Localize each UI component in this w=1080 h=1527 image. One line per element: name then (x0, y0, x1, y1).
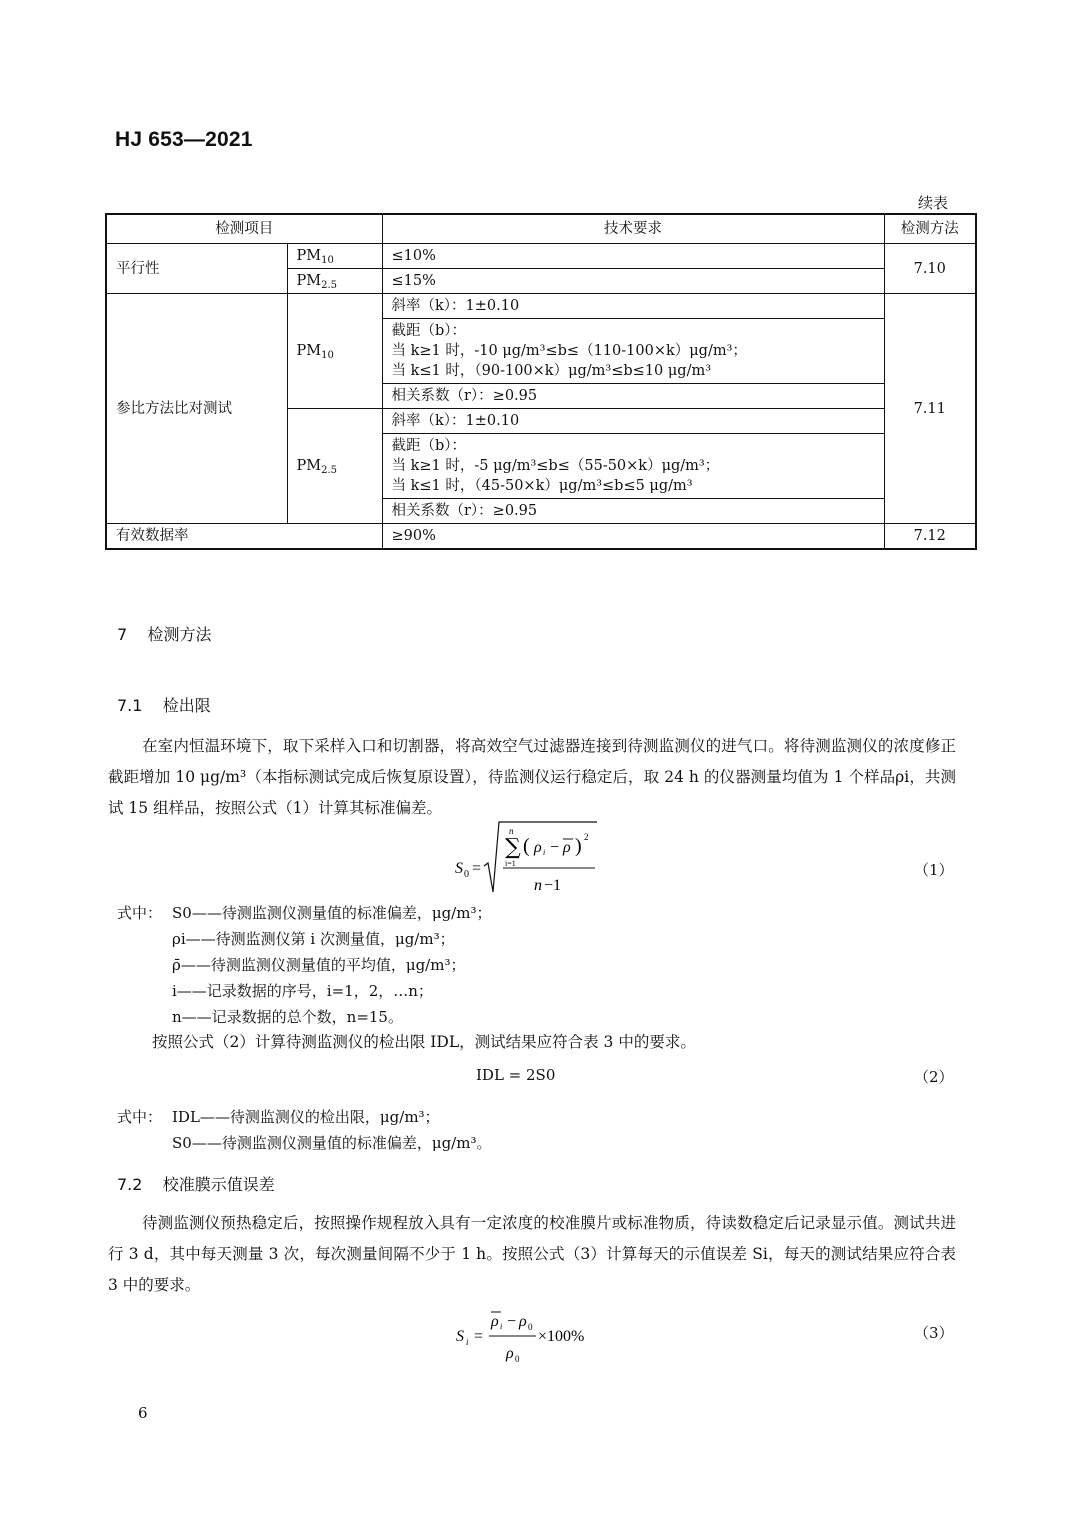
svg-text:0: 0 (528, 1322, 533, 1332)
method-valid-rate: 7.12 (884, 524, 976, 550)
equation-1 (455, 820, 615, 900)
definition-line: S0——待测监测仪测量值的标准偏差，μg/m³。 (172, 1134, 492, 1152)
equation-3-number: （3） (914, 1324, 954, 1342)
parallelism-pm25-req: ≤15% (382, 269, 884, 294)
definition-line: IDL——待测监测仪的检出限，μg/m³； (172, 1108, 440, 1126)
svg-text:i: i (543, 848, 546, 857)
parallelism-pm10-req: ≤10% (382, 244, 884, 269)
definition-line: ρi——待测监测仪第 i 次测量值，μg/m³； (172, 930, 455, 948)
svg-text:−1: −1 (544, 877, 562, 894)
svg-text:): ) (575, 835, 582, 857)
intercept-line: 当 k≥1 时，-5 μg/m³≤b≤（55-50×k）μg/m³； (391, 458, 720, 474)
svg-text:ρ: ρ (506, 1345, 514, 1362)
continued-label: 续表 (918, 194, 949, 212)
svg-text:S: S (456, 1328, 464, 1345)
header-method: 检测方法 (884, 214, 976, 244)
pm25-slope: 斜率（k）：1±0.10 (382, 409, 884, 434)
paragraph-7-2: 待测监测仪预热稳定后，按照操作规程放入具有一定浓度的校准膜片或标准物质，待读数稳定后记录显示值。测试共进行 3 d，其中每天测量 3 次，每次测量间隔不少于 1 h。按照公式（3）计算每天的示值误差 Si，每天的测试结果应符合表 3 中的要求。 (108, 1214, 956, 1294)
paragraph-7-1: 在室内恒温环境下，取下采样入口和切割器，将高效空气过滤器连接到待测监测仪的进气口。将待测监测仪的浓度修正截距增加 10 μg/m³（本指标测试完成后恢复原设置），待监测仪运行稳定后，取 24 h 的仪器测量均值为 1 个样品ρi，共测试 15 组样品，按照公式（1）计算其标准偏差。 (108, 737, 956, 817)
section-number: 7.2 (117, 1175, 143, 1194)
header-requirement: 技术要求 (382, 214, 884, 244)
svg-text:ρ: ρ (563, 839, 571, 856)
section-title: 检出限 (162, 696, 211, 715)
definition-line: S0——待测监测仪测量值的标准偏差，μg/m³； (172, 904, 492, 922)
section-title: 校准膜示值误差 (162, 1175, 275, 1194)
svg-text:×100%: ×100% (538, 1328, 585, 1345)
pm10-slope: 斜率（k）：1±0.10 (382, 294, 884, 319)
svg-text:S: S (455, 860, 463, 877)
section-7-1-heading (117, 693, 211, 716)
section-number: 7 (117, 625, 128, 644)
svg-text:2: 2 (584, 832, 589, 842)
equation-3 (456, 1306, 616, 1372)
intercept-title: 截距（b）： (391, 438, 467, 454)
item-reference: 参比方法比对测试 (106, 294, 287, 524)
equation-2: IDL = 2S0 (476, 1066, 556, 1084)
svg-text:ρ: ρ (519, 1313, 527, 1330)
svg-text:=: = (472, 860, 482, 877)
svg-text:∑: ∑ (505, 835, 521, 860)
paragraph-7-1-b: 按照公式（2）计算待测监测仪的检出限 IDL，测试结果应符合表 3 中的要求。 (152, 1033, 696, 1051)
intercept-title: 截距（b）： (391, 323, 467, 339)
table-row (106, 244, 976, 269)
definition-line: ρ̄——待测监测仪测量值的平均值，μg/m³； (172, 956, 466, 974)
svg-text:=: = (474, 1328, 484, 1345)
svg-text:0: 0 (515, 1354, 520, 1364)
pm10-intercept (382, 319, 884, 384)
pm25-intercept (382, 434, 884, 499)
table-row (106, 294, 976, 319)
svg-text:i: i (466, 1337, 469, 1347)
pm25-label: $PM_{2.5}$ (287, 409, 382, 524)
page-number: 6 (138, 1404, 148, 1422)
intercept-line: 当 k≥1 时，-10 μg/m³≤b≤（110-100×k）μg/m³； (391, 343, 747, 359)
section-7-heading (117, 622, 212, 645)
svg-text:ρ: ρ (491, 1313, 499, 1330)
intercept-line: 当 k≤1 时，（45-50×k）μg/m³≤b≤5 μg/m³ (391, 478, 693, 494)
document-header: HJ 653—2021 (115, 128, 253, 151)
section-number: 7.1 (117, 696, 143, 715)
header-item: 检测项目 (106, 214, 382, 244)
pm10-label: $PM_{10}$ (287, 244, 382, 269)
requirements-table (105, 213, 977, 550)
method-reference: 7.11 (884, 294, 976, 524)
valid-rate-req: ≥90% (382, 524, 884, 550)
equation-1-graphic (455, 820, 615, 900)
table-row (106, 524, 976, 550)
definition-line: n——记录数据的总个数，n=15。 (172, 1008, 403, 1026)
pm25-label: $PM_{2.5}$ (287, 269, 382, 294)
item-valid-rate: 有效数据率 (106, 524, 382, 550)
svg-text:−: − (507, 1313, 517, 1330)
equation-2-number: （2） (914, 1068, 954, 1086)
where-label: 式中： (117, 904, 163, 922)
definition-line: i——记录数据的序号，i=1，2，…n； (172, 982, 433, 1000)
where-label: 式中： (117, 1108, 163, 1126)
svg-text:n: n (534, 877, 542, 894)
svg-text:ρ: ρ (534, 839, 542, 856)
table-header-row (106, 214, 976, 244)
pm10-label: $PM_{10}$ (287, 294, 382, 409)
section-7-2-heading (117, 1172, 275, 1195)
equation-3-graphic (456, 1306, 616, 1368)
svg-text:i: i (500, 1322, 503, 1331)
equation-1-number: （1） (914, 861, 954, 879)
method-parallelism: 7.10 (884, 244, 976, 294)
svg-text:−: − (550, 839, 560, 856)
intercept-line: 当 k≤1 时，（90-100×k）μg/m³≤b≤10 μg/m³ (391, 363, 712, 379)
svg-text:n: n (509, 826, 514, 836)
section-title: 检测方法 (147, 625, 212, 644)
svg-text:(: ( (523, 835, 530, 857)
svg-text:0: 0 (464, 869, 469, 880)
svg-text:i=1: i=1 (505, 859, 516, 868)
pm10-corr: 相关系数（r）：≥0.95 (382, 384, 884, 409)
pm25-corr: 相关系数（r）：≥0.95 (382, 499, 884, 524)
item-parallelism: 平行性 (106, 244, 287, 294)
